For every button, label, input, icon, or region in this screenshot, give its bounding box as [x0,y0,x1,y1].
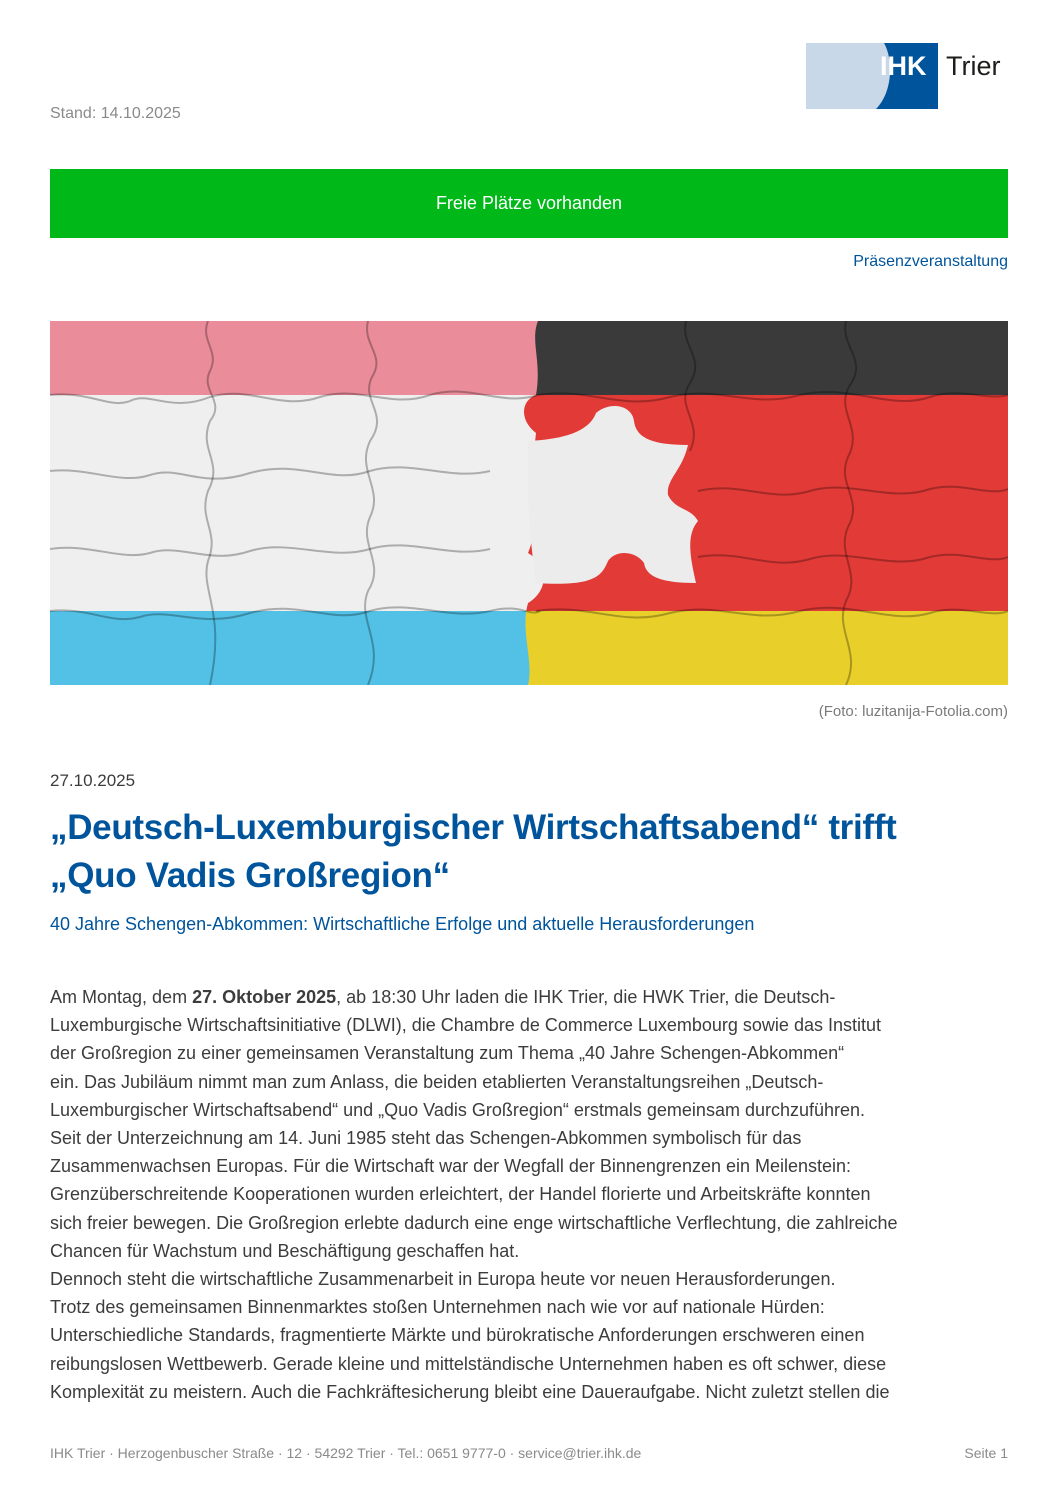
event-title [50,804,1008,900]
event-format-label: Präsenzveranstaltung [853,253,1008,270]
footer-contact: IHK Trier · Herzogenbuscher Straße · 12 · 54292 Trier · Tel.: 0651 9777-0 · service@trier.ihk.de [50,1445,642,1461]
description-line: reibungslosen Wettbewerb. Gerade kleine und mittelständische Unternehmen haben es oft schwer, diese [50,1353,887,1374]
ihk-trier-logo [806,43,1009,109]
intro-bold-date: 27. Oktober 2025 [192,987,337,1007]
description-line: Grenzüberschreitende Kooperationen wurden erleichtert, der Handel florierte und Arbeitskräfte konnten [50,1184,871,1205]
description-line: der Großregion zu einer gemeinsamen Veranstaltung zum Thema „40 Jahre Schengen-Abkommen“ [50,1043,845,1064]
event-title-line: „Deutsch-Luxemburgischer Wirtschaftsabend“ trifft [50,808,897,847]
description-line: Zusammenwachsen Europas. Für die Wirtschaft war der Wegfall der Binnengrenzen ein Meilenstein: [50,1156,852,1177]
event-subtitle: 40 Jahre Schengen-Abkommen: Wirtschaftliche Erfolge und aktuelle Herausforderungen [50,914,755,934]
event-date: 27.10.2025 [50,771,136,790]
description-line: Chancen für Wachstum und Beschäftigung geschaffen hat. [50,1240,520,1261]
description-line [50,983,1008,1011]
intro-prefix: Am Montag, dem [50,987,193,1007]
logo-city-text: Trier [946,51,1001,81]
description-line: sich freier bewegen. Die Großregion erlebte dadurch eine enge wirtschaftliche Verflechtung, die zahlreiche [50,1212,898,1233]
description-line: Seit der Unterzeichnung am 14. Juni 1985 steht das Schengen-Abkommen symbolisch für das [50,1128,802,1149]
stand-date: Stand: 14.10.2025 [50,105,181,122]
description-line: Trotz des gemeinsamen Binnenmarktes stoßen Unternehmen nach wie vor auf nationale Hürden: [50,1297,825,1318]
description-line: Komplexität zu meistern. Auch die Fachkräftesicherung bleibt eine Daueraufgabe. Nicht zuletzt stellen die [50,1381,890,1402]
event-description [50,983,1008,1406]
puzzle-flags-image [50,321,1008,685]
intro-suffix: , ab 18:30 Uhr laden die IHK Trier, die HWK Trier, die Deutsch- [336,987,836,1007]
availability-status-label: Freie Plätze vorhanden [435,193,623,213]
description-line: Dennoch steht die wirtschaftliche Zusammenarbeit in Europa heute vor neuen Herausforderungen. [50,1269,836,1290]
photo-credit-caption: (Foto: luzitanija-Fotolia.com) [818,703,1008,720]
description-line: Unterschiedliche Standards, fragmentierte Märkte und bürokratische Anforderungen erschweren einen [50,1325,865,1346]
description-line: Luxemburgische Wirtschaftsinitiative (DLWI), die Chambre de Commerce Luxembourg sowie das Institut [50,1015,881,1036]
description-line: ein. Das Jubiläum nimmt man zum Anlass, die beiden etablierten Veranstaltungsreihen „Deutsch- [50,1071,824,1092]
event-title-line: „Quo Vadis Großregion“ [50,856,450,895]
page-number: Seite 1 [964,1445,1008,1461]
availability-status-bar [50,169,1008,238]
logo-ihk-text: IHK [880,51,927,81]
description-line: Luxemburgischer Wirtschaftsabend“ und „Quo Vadis Großregion“ erstmals gemeinsam durchzuführen. [50,1099,866,1120]
